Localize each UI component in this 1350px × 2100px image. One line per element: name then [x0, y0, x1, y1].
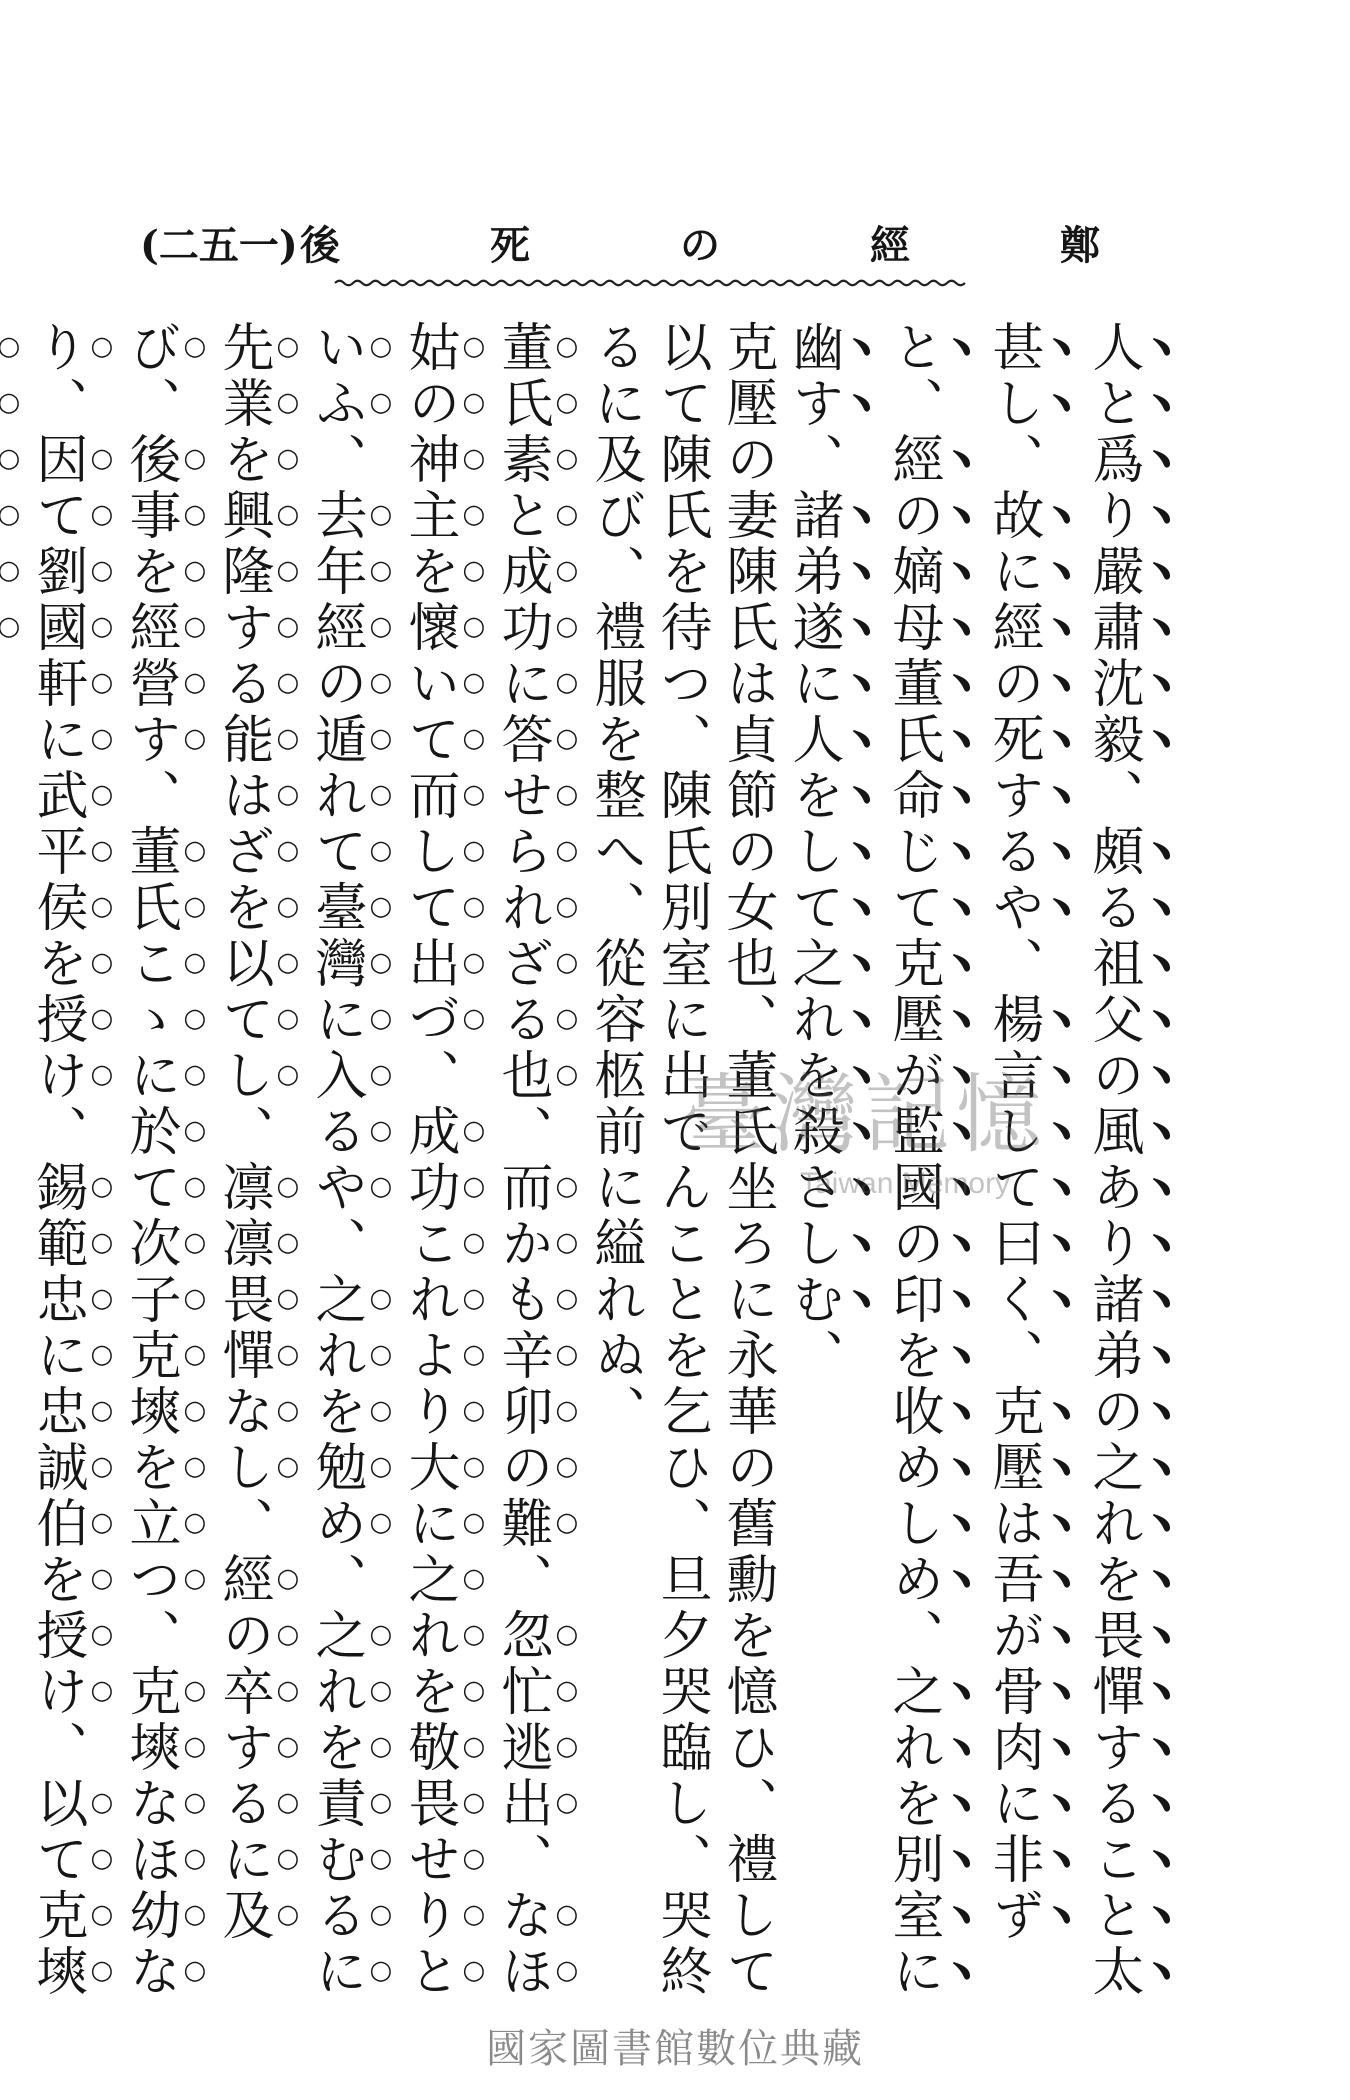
library-credit: 國家圖書館數位典藏: [486, 2026, 864, 2072]
title-char: の: [680, 222, 720, 269]
title-char: 鄭: [1060, 222, 1100, 269]
watermark-subtitle: Taiwan Memory: [800, 1167, 1011, 1200]
text-body: [27, 320, 1180, 2000]
title-char: 死: [490, 222, 530, 269]
page-number: (二五一): [140, 222, 298, 269]
title-char: 後: [300, 222, 340, 269]
page-title: [300, 218, 1100, 274]
wavy-divider: [335, 276, 965, 290]
paragraph-2: 克壓の妻陳氏は貞節の女也、董氏坐ろに永華の舊勳を憶ひ、禮して以て陳氏を待つ、陳氏別室に出でんことを乞ひ、旦夕哭臨し、哭終るに及び、禮服を整へ、從容柩前に縊れぬ、: [585, 320, 777, 2000]
title-char: 經: [870, 222, 910, 269]
paragraph-1: 人と爲り嚴肅沈毅、頗る祖父の風あり諸弟の之れを畏憚すること太甚し、故に經の死するや、楊言して曰く、克壓は吾が骨肉に非ずと、經の嫡母董氏命じて克壓が監國の印を收めしめ、之れを別室に幽す、諸弟遂に人をして之れを殺さしむ、: [783, 320, 1143, 2000]
running-header: [140, 218, 1140, 274]
paragraph-3: 董氏素と成功に答せられざる也、而かも辛卯の難、忽忙逃出、なほ姑の神主を懷いて而して出づ、成功これより大に之れを敬畏せりといふ、去年經の遁れて臺灣に入るや、之れを勉め、之れを責むるに先業を興隆する能はざを以てし、凛凛畏憚なし、經の卒するに及び、後事を經營す、董氏こゝに於て次子克塽を立つ、克塽なほ幼なり、因て劉國軒に武平侯を授け、錫範忠に忠誠伯を授け、以て克塽: [27, 320, 552, 2000]
watermark-logo-text: 臺灣記憶: [680, 1065, 1048, 1165]
